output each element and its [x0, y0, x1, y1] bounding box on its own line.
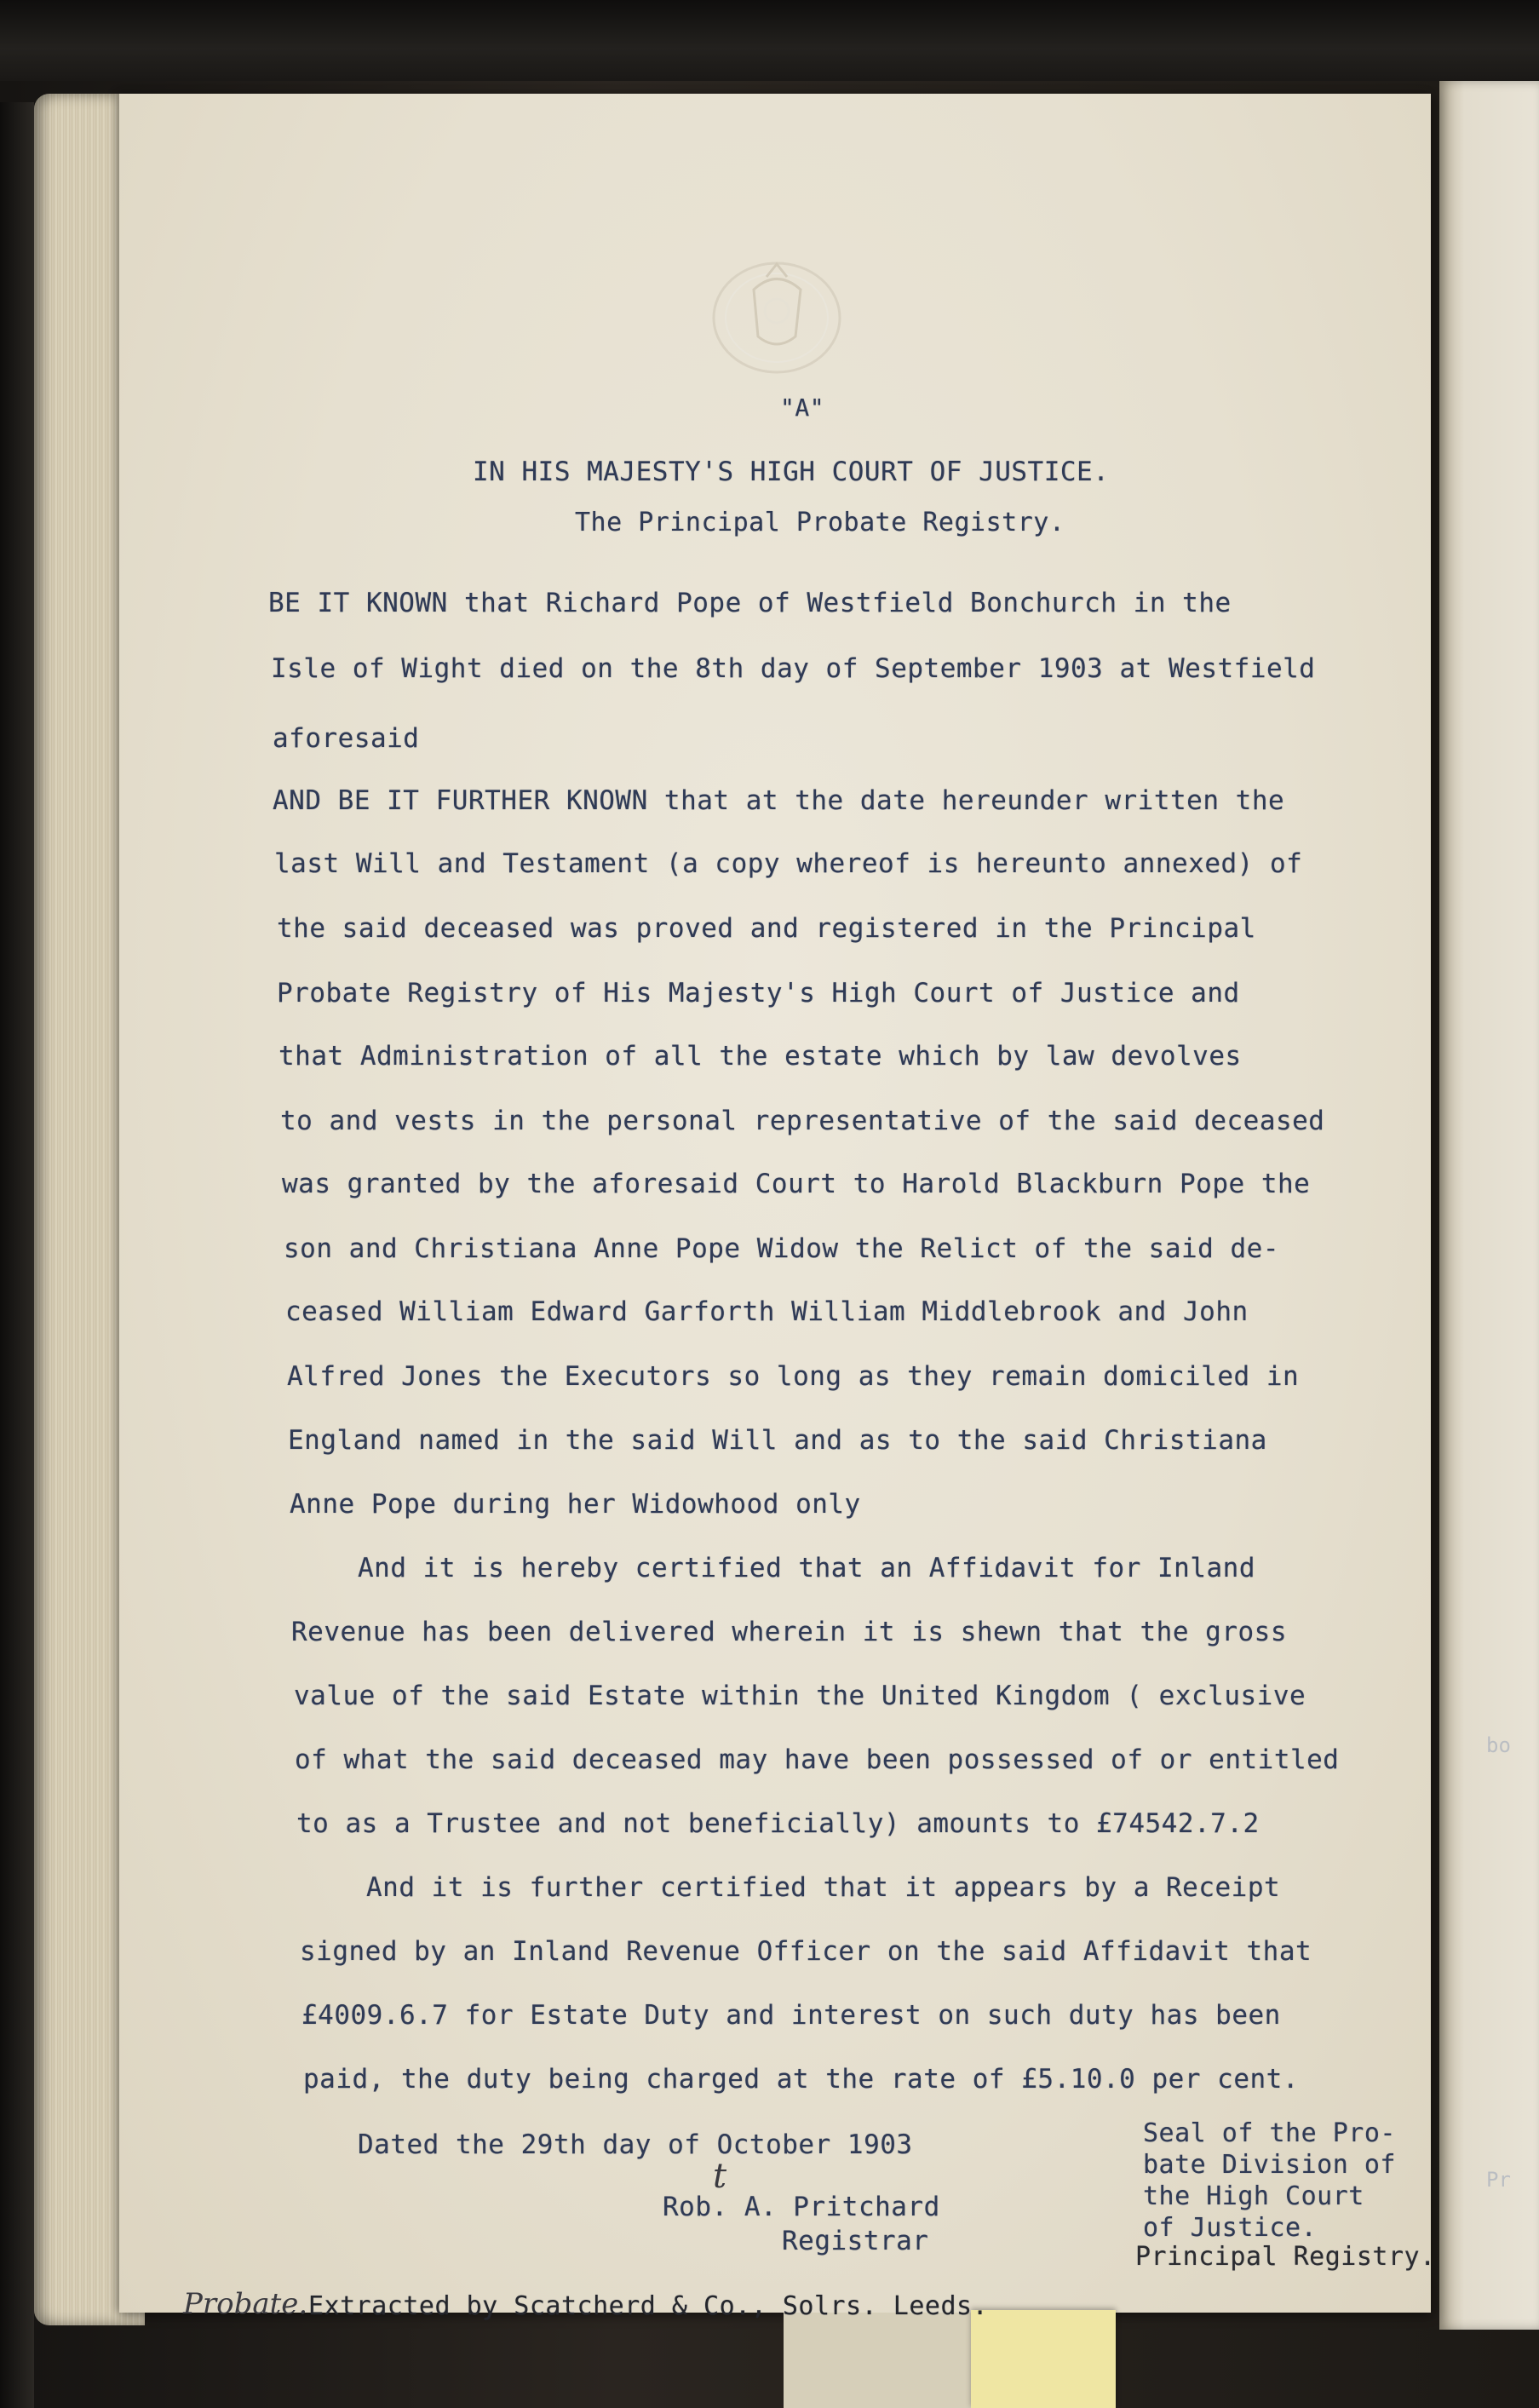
extracted-by-line: Extracted by Scatcherd & Co., Solrs. Leeds. [308, 2291, 989, 2321]
body-line: aforesaid [273, 723, 420, 754]
body-line: value of the said Estate within the United Kingdom ( exclusive [294, 1681, 1306, 1711]
facing-page-fragment: Pr [1486, 2168, 1511, 2192]
book-cover-edge [0, 102, 34, 2408]
registrar-name: Rob. A. Pritchard [663, 2192, 940, 2222]
embossed-seal-icon [707, 251, 847, 379]
facing-page [1439, 81, 1539, 2330]
body-line: BE IT KNOWN that Richard Pope of Westfield Bonchurch in the [268, 588, 1232, 618]
body-line: Probate Registry of His Majesty's High Court of Justice and [277, 978, 1240, 1009]
body-line: to as a Trustee and not beneficially) amounts to £74542.7.2 [296, 1808, 1260, 1839]
court-heading: IN HIS MAJESTY'S HIGH COURT OF JUSTICE. [473, 457, 1110, 487]
handwritten-correction: t [713, 2157, 727, 2196]
facing-page-fragment: bo [1486, 1733, 1511, 1757]
body-line: And it is further certified that it appears by a Receipt [366, 1872, 1281, 1903]
seal-note-line: Seal of the Pro- [1143, 2118, 1396, 2148]
body-line: last Will and Testament (a copy whereof is hereunto annexed) of [274, 848, 1303, 879]
body-line: Anne Pope during her Widowhood only [290, 1489, 861, 1520]
book-binding [0, 0, 1539, 81]
body-line: signed by an Inland Revenue Officer on the said Affidavit that [300, 1936, 1312, 1967]
body-line: the said deceased was proved and registered in the Principal [277, 913, 1256, 944]
body-line: And it is hereby certified that an Affidavit for Inland [358, 1553, 1255, 1583]
probate-document-page [119, 94, 1431, 2313]
registry-heading: The Principal Probate Registry. [575, 508, 1065, 537]
body-line: England named in the said Will and as to the said Christiana [288, 1425, 1267, 1456]
yellow-paper-slip [971, 2310, 1116, 2408]
principal-registry-stamp: Principal Registry. [1135, 2242, 1436, 2272]
body-line: Revenue has been delivered wherein it is shewn that the gross [291, 1617, 1287, 1647]
handwritten-probate-note: Probate. [183, 2287, 308, 2321]
date-line: Dated the 29th day of October 1903 [358, 2129, 913, 2160]
body-line: AND BE IT FURTHER KNOWN that at the date hereunder written the [273, 785, 1285, 816]
seal-note-line: bate Division of [1143, 2150, 1396, 2180]
body-line: paid, the duty being charged at the rate of £5.10.0 per cent. [303, 2064, 1299, 2095]
body-line: Alfred Jones the Executors so long as they remain domiciled in [287, 1361, 1300, 1392]
body-line: was granted by the aforesaid Court to Harold Blackburn Pope the [282, 1169, 1311, 1199]
body-line: that Administration of all the estate which by law devolves [279, 1041, 1242, 1072]
body-line: ceased William Edward Garforth William Middlebrook and John [285, 1296, 1249, 1327]
body-line: Isle of Wight died on the 8th day of September 1903 at Westfield [271, 653, 1316, 684]
body-line: son and Christiana Anne Pope Widow the Relict of the said de- [284, 1233, 1279, 1264]
seal-note-line: the High Court [1143, 2181, 1364, 2211]
registrar-title: Registrar [782, 2226, 929, 2256]
body-line: £4009.6.7 for Estate Duty and interest on such duty has been [301, 2000, 1281, 2031]
body-line: to and vests in the personal representative of the said deceased [280, 1106, 1325, 1136]
document-marker: "A" [780, 394, 825, 422]
seal-note-line: of Justice. [1143, 2213, 1318, 2243]
body-line: of what the said deceased may have been possessed of or entitled [295, 1744, 1340, 1775]
paper-slip [784, 2313, 979, 2408]
